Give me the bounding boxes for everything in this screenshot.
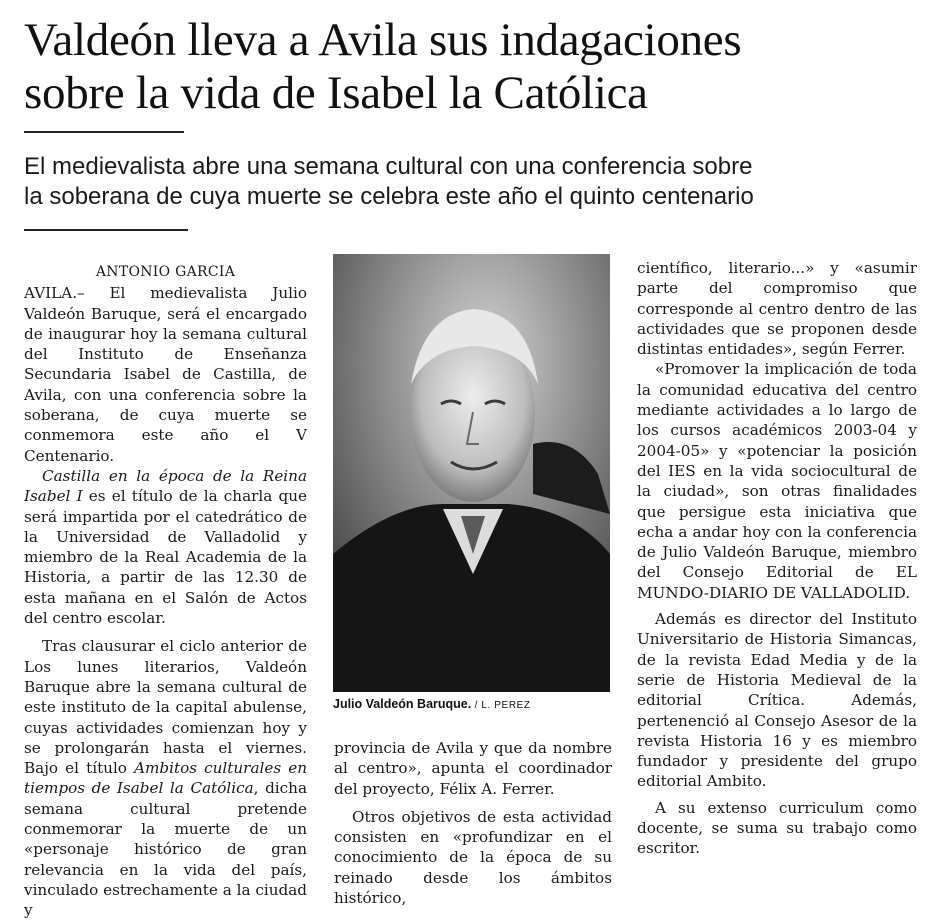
headline <box>24 14 924 120</box>
photo-credit: / L. PEREZ <box>471 700 531 711</box>
byline: ANTONIO GARCIA <box>95 264 236 280</box>
paragraph-4: provincia de Avila y que da nombre al centro», apunta el coordinador del proyecto, Félix A. Ferrer. <box>334 739 612 798</box>
paragraph-7: «Promover la implicación de toda la comunidad educativa del centro mediante actividades a lo largo de los cursos académicos 2003-04 y 2004-05» y «potenciar la posición del IES en la vida sociocultural de la ciudad», son otras finalidades que persigue esta iniciativa que echa a andar hoy con la conferencia de Julio Valdeón Baruque, miembro del Consejo Editorial de EL MUNDO-DIARIO DE VALLADOLID. <box>637 360 917 602</box>
caption-name: Julio Valdeón Baruque. <box>333 697 472 711</box>
article-column-2 <box>334 738 612 908</box>
headline-line-2: sobre la vida de Isabel la Católica <box>24 67 648 119</box>
portrait-image <box>333 254 610 692</box>
paragraph-1: AVILA.– El medievalista Julio Valdeón Baruque, será el encargado de inaugurar hoy la semana cultural del Instituto de Enseñanza Secundaria Isabel de Castilla, de Avila, con una conferencia sobre la soberana, de cuya muerte se conmemora este año el V Centenario. <box>24 284 307 465</box>
paragraph-8: Además es director del Instituto Universitario de Historia Simancas, de la revista Edad Media y de la serie de Historia Medieval de la editorial Crítica. Además, pertenenció al Consejo Asesor de la revista Historia 16 y es miembro fundador y presidente del grupo editorial Ambito. <box>637 610 917 791</box>
portrait-photo <box>333 254 610 692</box>
article-column-1 <box>24 262 307 921</box>
article-column-3 <box>637 258 917 859</box>
paragraph-3-text-a: Tras clausurar el ciclo anterior de Los lunes literarios, Valdeón Baruque abre la semana cultural de este instituto de la capital abulense, cuyas actividades comienzan hoy y se prolongarán hasta el viernes. Bajo el título <box>24 637 307 778</box>
headline-line-1: Valdeón lleva a Avila sus indagaciones <box>24 14 742 66</box>
paragraph-3-text-b: , dicha semana cultural pretende conmemorar la muerte de un «personaje histórico de gran relevancia en la vida del país, vinculado estrechamente a la ciudad y <box>24 779 308 920</box>
paragraph-5: Otros objetivos de esta actividad consisten en «profundizar en el conocimiento de la época de su reinado desde los ámbitos histórico, <box>334 807 612 908</box>
subheadline <box>24 152 924 212</box>
photo-caption <box>333 697 613 711</box>
paragraph-9: A su extenso curriculum como docente, se suma su trabajo como escritor. <box>637 798 917 858</box>
headline-rule <box>24 131 184 133</box>
subheadline-rule <box>24 229 188 231</box>
subheadline-line-1: El medievalista abre una semana cultural con una conferencia sobre <box>24 153 753 180</box>
paragraph-6: científico, literario...» y «asumir parte del compromiso que corresponde al centro dentro de las actividades que se proponen desde distintas entidades», según Ferrer. <box>637 259 917 359</box>
week-title: Ambitos culturales en tiempos de Isabel la Católica <box>24 759 307 798</box>
lecture-title: Castilla en la época de la Reina Isabel I <box>24 466 307 506</box>
paragraph-2-text: es el título de la charla que será impartida por el catedrático de la Universidad de Valladolid y miembro de la Real Academia de la Historia, a partir de las 12.30 de esta mañana en el Salón de Actos del centro escolar. <box>24 487 307 628</box>
paragraph-3 <box>24 636 307 920</box>
subheadline-line-2: la soberana de cuya muerte se celebra este año el quinto centenario <box>24 183 754 210</box>
paragraph-2 <box>24 466 307 628</box>
